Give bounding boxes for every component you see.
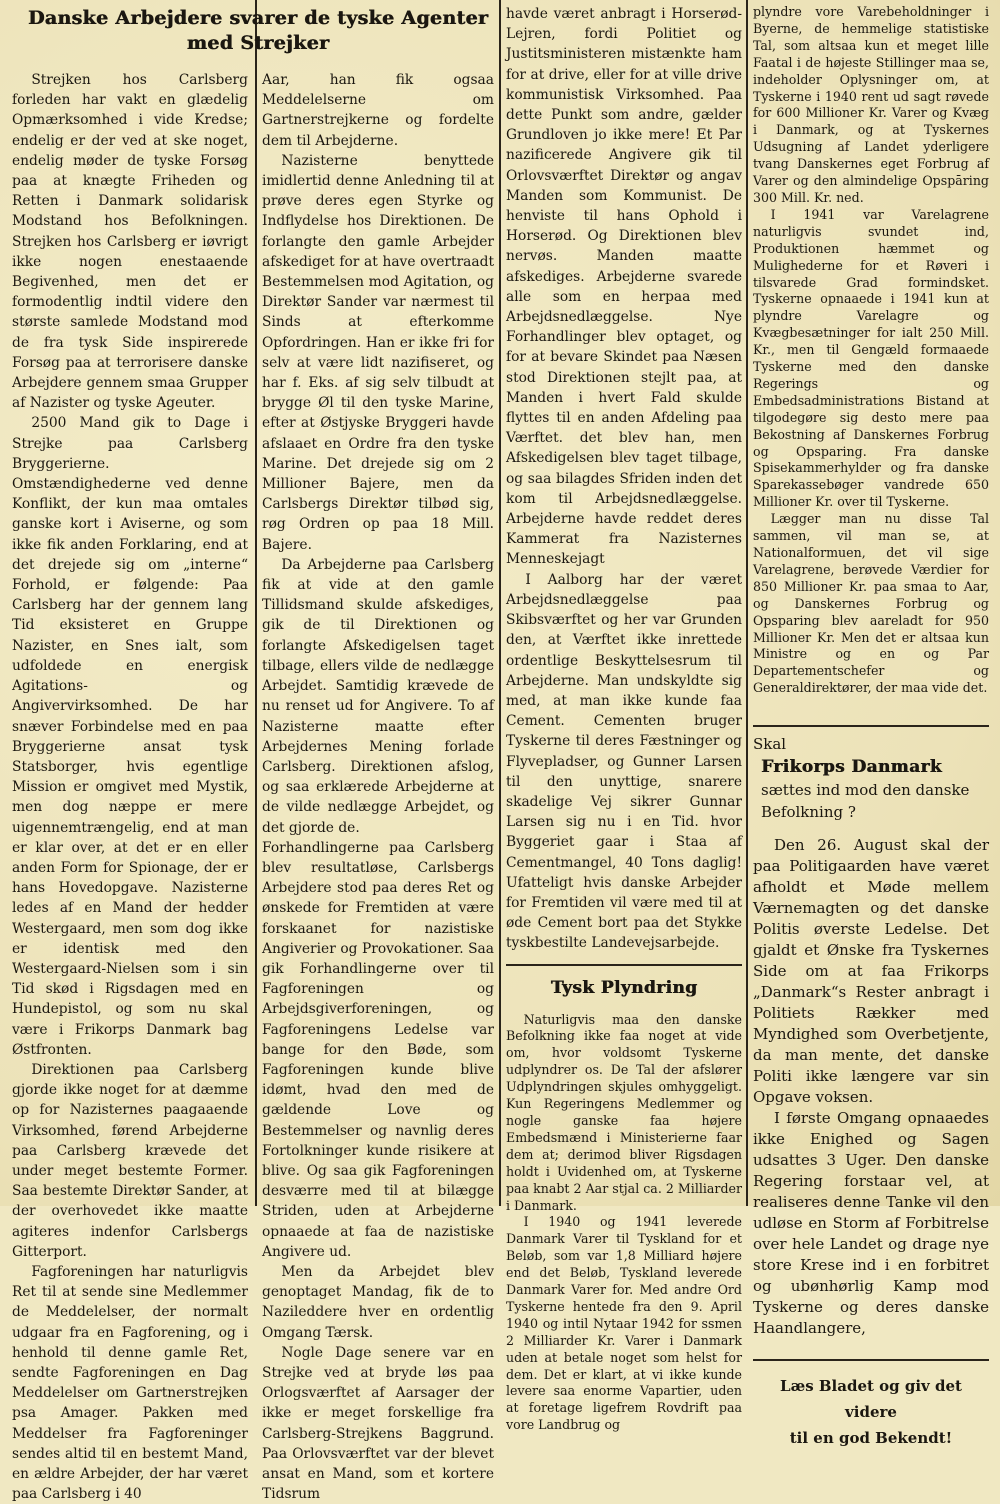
column-1 bbox=[12, 70, 248, 1504]
closing-line-1: Læs Bladet og giv det videre bbox=[780, 1377, 962, 1422]
closing-line-2: til en god Bekendt! bbox=[789, 1429, 953, 1448]
paragraph: havde været anbragt i Horserød-Lejren, fordi Politiet og Justitsministeren mistænkte ham for at drive, eller for at ville drive kommunistisk Virksomhed. Paa dette Punkt som andre, gælder Grundloven jo ikke mere! Et Par nazificerede Angivere gik til Orlovsværftet Direktør og angav Manden som Kommunist. De henviste til hans Ophold i Horserød. Og Direktionen blev nervøs. Manden maatte afskediges. Arbejderne svarede alle som en herpaa med Arbejdsnedlæggelse. Nye Forhandlinger blev optaget, og for at bevare Skindet paa Næsen stod Direktionen stejlt paa, at Manden i hvert Fald skulde flyttes til en anden Afdeling paa Værftet. det blev han, men Afskedigelsen blev taget tilbage, og saa bilagdes Sfriden inden det kom til Arbejdsnedlæggelse. Arbejderne havde reddet deres Kammerat fra Nazisternes Menneskejagt bbox=[506, 6, 742, 568]
column-rule bbox=[746, 0, 748, 1206]
paragraph: I 1941 var Varelagrene naturligvis svundet ind, Produktionen hæmmet og Mulighederne for et Røveri i tilsvarede Grad formindsket. Tyskerne opnaaede i 1941 kun at plyndre Varelagre og Kvægbesætninger for ialt 250 Mill. Kr., men til Gengæld formaaede Tyskerne med den danske Regerings og Embedsadministrations Bistand at tilgodegøre sig desto mere paa Bekostning af Danskernes Forbrug og Opsparing. Fra danske Spisekammerhylder og fra danske Sparekassebøger vandrede 650 Millioner Kr. over til Tyskerne. bbox=[753, 206, 989, 510]
paragraph: plyndre vore Varebeholdninger i Byerne, de hemmelige statistiske Tal, som altsaa kun et meget lille Faatal i de højeste Stillinger maa se, indeholder Oplysninger om, at Tyskerne i 1940 rent ud sagt røvede for 600 Millioner Kr. Varer og Kvæg i Danmark, og at Tyskernes Udsugning af Landet yderligere tvang Danskernes eget Forbrug af Varer og den almindelige Opspāring 300 Mill. Kr. ned. bbox=[753, 4, 989, 205]
column-rule bbox=[499, 0, 501, 1206]
paragraph: 2500 Mand gik to Dage i Strejke paa Carlsberg Bryggerierne. Omstændighederne ved denne Konflikt, der kun maa omtales ganske kort i Aviserne, og som ikke fik anden Forklaring, end at det drejede sig om „interne“ Forhold, er følgende: Paa Carlsberg har der gennem lang Tid eksisteret en Gruppe Nazister, en Snes ialt, som udfoldede en energisk Agitations- og Angivervirksomhed. De har snæver Forbindelse med en paa Bryggerierne ansat tysk Statsborger, hvis egentlige Mission er omgivet med Mystik, men dog næppe er mere uigennemtrængelig, end at man er klar over, at det er en eller anden Form for Spionage, der er hans Hovedopgave. Nazisterne ledes af en Mand der hedder Westergaard, men som dog ikke er identisk med den Westergaard-Nielsen som i sin Tid skød i Rigsdagen med en Hundepistol, og som nu skal være i Frikorps Danmark bag Østfronten. bbox=[12, 415, 248, 1058]
column-rule bbox=[255, 0, 257, 1206]
column-3 bbox=[506, 4, 742, 1434]
frikorps-headline: Frikorps Danmark bbox=[761, 757, 942, 778]
column-2 bbox=[262, 70, 494, 1504]
paragraph: Lægger man nu disse Tal sammen, vil man se, at Nationalformuen, det vil sige Varelagrene, berøvede Værdier for 850 Millioner Kr. paa smaa to Aar, og Danskernes Forbrug og Opsparing blev aareladt for 950 Millioner Kr. Men det er altsaa kun Ministre og en og Par Departementschefer og Generaldirektører, der maa vide det. bbox=[753, 511, 989, 696]
paragraph: Den 26. August skal der paa Politigaarden have været afholdt et Møde mellem Værnemagten og det danske Politis øverste Ledelse. Det gjaldt et Ønske fra Tyskernes Side om at faa Frikorps „Danmark“s Rester anbragt i Politiets Rækker med Myndighed som Overbetjente, da man mente, det danske Politi ikke længere var sin Opgave voksen. bbox=[753, 836, 989, 1107]
paragraph: Naturligvis maa den danske Befolkning ikke faa noget at vide om, hvor voldsomt Tyskerne udplyndrer os. De Tal der afslører Udplyndringen skjules omhyggeligt. Kun Regeringens Medlemmer og nogle ganske faa højere Embedsmænd i Ministerierne faar dem at; derimod bliver Rigsdagen holdt i Uvidenhed om, at Tyskerne paa knabt 2 Aar stjal ca. 2 Milliarder i Danmark. bbox=[506, 1011, 742, 1213]
headline-line-2: med Strejker bbox=[186, 32, 330, 54]
paragraph: Strejken hos Carlsberg forleden har vakt en glædelig Opmærksomhed i vide Kredse; endelig er der ved at ske noget, endelig møder de tyske Forsøg paa at knægte Friheden og Retten i Danmark solidarisk Modstand hos Befolkningen. Strejken hos Carlsberg er iøvrigt ikke nogen enestaaende Begivenhed, men det er formodentlig indtil videre den største samlede Modstand mod de fra tysk Side inspirerede Forsøg paa at terrorisere danske Arbejdere gennem smaa Grupper af Nazister og tyske Ageuter. bbox=[12, 72, 248, 412]
paragraph: I første Omgang opnaaedes ikke Enighed og Sagen udsattes 3 Uger. Den danske Regering forstaar vel, at realiseres denne Tanke vil den udløse en Storm af Forbitrelse over hele Landet og drage nye store Krese ind i en forbitret og ubønhørlig Kamp mod Tyskerne og deres danske Haandlangere, bbox=[753, 1109, 989, 1338]
paragraph: Men da Arbejdet blev genoptaget Mandag, fik de to Nazileddere hver en ordentlig Omgang Tærsk. bbox=[262, 1263, 494, 1341]
section-divider bbox=[506, 964, 742, 966]
frikorps-kicker: Skal bbox=[753, 735, 787, 754]
column-4 bbox=[753, 4, 989, 1451]
section-divider bbox=[753, 1359, 989, 1361]
section-divider bbox=[753, 725, 989, 727]
headline-line-1: Danske Arbejdere svarer de tyske Agenter bbox=[27, 7, 489, 29]
paragraph: Direktionen paa Carlsberg gjorde ikke noget for at dæmme op for Nazisternes paagaaende Virksomhed, førend Arbejderne paa Carlsberg krævede det under meget bestemte Former. Saa bestemte Direktør Sander, at der overhovedet ikke maatte agiteres indenfor Carlsbergs Gitterport. bbox=[12, 1061, 248, 1260]
plyndring-continuation bbox=[753, 4, 989, 697]
paragraph: Nazisterne benyttede imidlertid denne Anledning til at prøve deres egen Styrke og Indflydelse hos Direktionen. De forlangte den gamle Arbejder afskediget for at have overtraadt Bestemmelsen mod Agitation, og Direktør Sander var nærmest til Sinds at efterkomme Opfordringen. Han er ikke fri for selv at være lidt nazifiseret, og har f. Eks. af sig selv tilbudt at brygge Øl til den tyske Marine, efter at Østjyske Bryggeri havde afslaaet en Ordre fra den tyske Marine. Det drejede sig om 2 Millioner Bajere, men da Carlsbergs Direktør tilbød sig, røg Ordren op paa 18 Mill. Bajere. bbox=[262, 152, 494, 553]
article-headline bbox=[18, 6, 498, 56]
frikorps-subhead: sættes ind mod den danske Befolkning ? bbox=[761, 781, 970, 822]
paragraph: Nogle Dage senere var en Strejke ved at bryde løs paa Orlogsværftet af Aarsager der ikke er meget forskellige fra Carlsberg-Strejkens Baggrund. Paa Orlovsværftet var der blevet ansat en Mand, som et kortere Tidsrum bbox=[262, 1344, 494, 1503]
paragraph: I Aalborg har der været Arbejdsnedlæggelse paa Skibsværftet og her var Grunden den, at Værftet ikke inrettede ordentlige Beskyttelsesrum til Arbejderne. Man undskyldte sig med, at man ikke kunde faa Cement. Cementen bruger Tyskerne til deres Fæstninger og Flyvepladser, og Gunner Larsen til den unyttige, snarere skadelige Vej sikrer Gunnar Larsen sig nu i en Tid. hvor Byggeriet gaar i Staa af Cementmangel, 40 Tons daglig! Ufatteligt hvis danske Arbejder for Fremtiden vil være med til at øde Cement bort paa det Stykke tyskbestilte Landevejsarbejde. bbox=[506, 571, 742, 952]
paragraph: Aar, han fik ogsaa Meddelelserne om Gartnerstrejkerne og fordelte dem til Arbejderne. bbox=[262, 72, 494, 149]
paragraph: I 1940 og 1941 leverede Danmark Varer til Tyskland for et Beløb, som var 1,8 Milliard højere end det Beløb, Tyskland leverede Danmark Varer for. Med andre Ord Tyskerne hentede fra den 9. April 1940 og intil Nytaar 1942 for ssmen 2 Milliarder Kr. Varer i Danmark uden at betale noget som helst for dem. Det er klart, at vi ikke kunde levere saa enorme Vapartier, uden at foretage ligefrem Rovdrift paa vore Landbrug og bbox=[506, 1214, 742, 1433]
tysk-plyndring-body bbox=[506, 1012, 742, 1435]
paragraph: Da Arbejderne paa Carlsberg fik at vide at den gamle Tillidsmand skulde afskediges, gik de til Direktionen og forlangte Afskedigelsen taget tilbage, ellers vilde de nedlægge Arbejdet. Samtidig krævede de nu renset ud for Angivere. To af Nazisterne maatte efter Arbejdernes Mening forlade Carlsberg. Direktionen afslog, og saa erklærede Arbejderne at de vilde nedlægge Arbejdet, og det gjorde de. bbox=[262, 556, 494, 836]
paragraph: Fagforeningen har naturligvis Ret til at sende sine Medlemmer de Meddelelser, der normalt udgaar fra en Fagforening, og i henhold til denne gamle Ret, sendte Fagforeningen en Dag Meddelelser om Gartnerstrejken psa Amager. Pakken med Meddelser fra Fagforeninger sendes altid til en bestemt Mand, en ældre Arbejder, der har været paa Carlsberg i 40 bbox=[12, 1263, 248, 1503]
paragraph: Forhandlingerne paa Carlsberg blev resultatløse, Carlsbergs Arbejdere stod paa deres Ret og ønskede for Fremtiden at være forskaanet for nazistiske Angiverier og Provokationer. Saa gik Forhandlingerne over til Fagforeningen og Arbejdsgiverforeningen, og Fagforeningens Ledelse var bange for den Bøde, som Fagforeningen kunde blive idømt, hvad den med de gældende Love og Bestemmelser og navnlig deres Fortolkninger kunde risikere at blive. Og saa gik Fagforeningen desværre med til at bilægge Striden, uden at Arbejderne opnaaede at faa de nazistiske Angivere ud. bbox=[262, 839, 494, 1260]
tysk-plyndring-headline: Tysk Plyndring bbox=[550, 977, 698, 998]
